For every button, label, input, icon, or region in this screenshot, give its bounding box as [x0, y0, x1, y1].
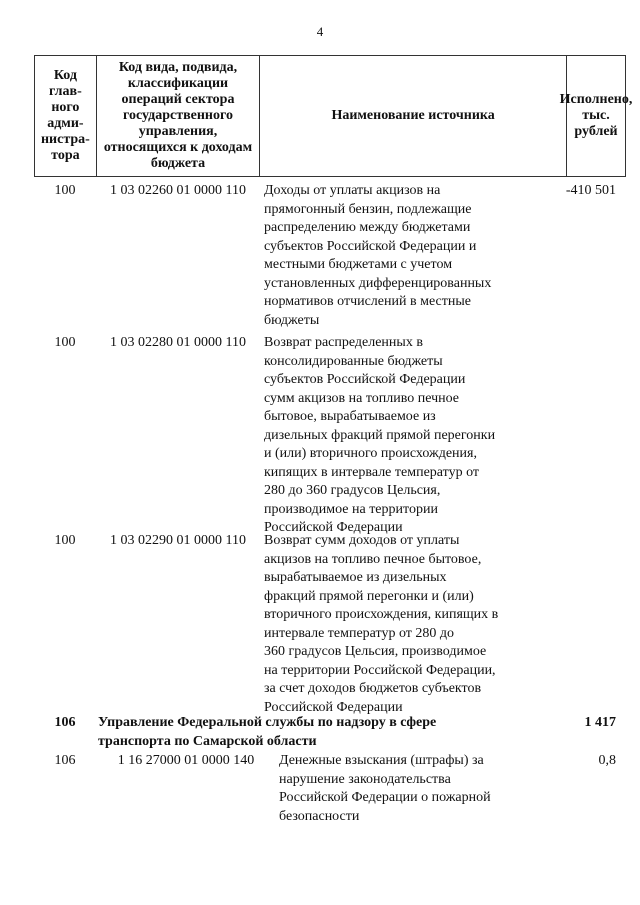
group-row	[34, 714, 626, 754]
classification-code: 1 16 27000 01 0000 140	[117, 753, 255, 768]
source-name-line: сумм акцизов на топливо печное	[264, 390, 460, 406]
table-header	[34, 55, 633, 177]
source-name-line: 280 до 360 градусов Цельсия,	[264, 483, 441, 498]
source-name-line: консолидированные бюджеты	[264, 353, 443, 369]
source-name-line: бюджеты	[264, 312, 320, 328]
source-name-line: за счет доходов бюджетов субъектов	[264, 681, 482, 696]
source-name-line: нарушение законодательства	[279, 771, 451, 787]
header-executed-line2: тыс. рублей	[574, 108, 618, 139]
header-source-name: Наименование источника	[260, 56, 567, 176]
source-name-line: субъектов Российской Федерации и	[264, 238, 477, 254]
group-name	[98, 714, 518, 751]
source-name-line: производимое на территории	[264, 501, 438, 517]
source-name-line: бытовое, вырабатываемое из	[264, 409, 436, 424]
page-number: 4	[316, 24, 324, 39]
source-name-line: Доходы от уплаты акцизов на	[264, 183, 441, 198]
source-name-line: установленных дифференцированных	[264, 275, 492, 291]
source-name-line: дизельных фракций прямой перегонки	[264, 427, 496, 443]
table-row	[34, 752, 626, 832]
source-name	[264, 182, 556, 330]
source-name-line: акцизов на топливо печное бытовое,	[264, 551, 482, 567]
group-name-line: транспорта по Самарской области	[98, 733, 317, 749]
source-name-line: прямогонный бензин, подлежащие	[264, 201, 472, 217]
table-row	[34, 182, 626, 332]
executed-amount: 0,8	[598, 753, 616, 768]
source-name-line: фракций прямой перегонки и (или)	[264, 588, 474, 604]
source-name	[279, 752, 571, 826]
source-name-line: нормативов отчислений в местные	[264, 294, 471, 309]
source-name-line: 360 градусов Цельсия, производимое	[264, 644, 487, 659]
admin-code: 106	[54, 753, 76, 768]
header-executed-amount	[559, 56, 633, 176]
header-classification-code: Код вида, подвида, классификации операций сектора государственного управления, относящихся к доходам бюджета	[97, 56, 260, 176]
source-name-line: Возврат сумм доходов от уплаты	[264, 533, 460, 548]
source-name-line: Денежные взыскания (штрафы) за	[279, 753, 484, 768]
source-name-line: интервале температур от 280 до	[264, 625, 455, 641]
classification-code: 1 03 02260 01 0000 110	[110, 183, 246, 198]
executed-amount: -410 501	[565, 183, 616, 198]
source-name	[264, 532, 556, 717]
source-name-line: на территории Российской Федерации,	[264, 662, 496, 678]
group-name-line: Управление Федеральной службы по надзору в сфере	[98, 715, 437, 730]
source-name-line: местными бюджетами с учетом	[264, 257, 453, 272]
classification-code: 1 03 02280 01 0000 110	[110, 335, 246, 350]
source-name-line: Российской Федерации	[264, 520, 403, 535]
classification-code: 1 03 02290 01 0000 110	[110, 533, 246, 548]
source-name-line: Российской Федерации о пожарной	[279, 790, 491, 805]
header-executed-line1: Исполнено,	[559, 92, 633, 107]
header-admin-code: Код глав-ного адми-нистра-тора	[35, 56, 97, 176]
group-admin-code: 106	[54, 715, 76, 730]
source-name-line: и (или) вторичного происхождения,	[264, 446, 477, 461]
table-row	[34, 334, 626, 534]
admin-code: 100	[54, 335, 76, 350]
source-name-line: вырабатываемое из дизельных	[264, 570, 447, 585]
source-name-line: субъектов Российской Федерации	[264, 372, 466, 387]
source-name-line: безопасности	[279, 808, 360, 824]
source-name-line: кипящих в интервале температур от	[264, 464, 480, 480]
source-name-line: распределению между бюджетами	[264, 220, 471, 235]
source-name	[264, 334, 556, 538]
table-row	[34, 532, 626, 717]
source-name-line: вторичного происхождения, кипящих в	[264, 607, 499, 622]
group-amount: 1 417	[584, 715, 616, 730]
source-name-line: Российской Федерации	[264, 699, 403, 715]
admin-code: 100	[54, 533, 76, 548]
source-name-line: Возврат распределенных в	[264, 335, 423, 350]
admin-code: 100	[54, 183, 76, 198]
